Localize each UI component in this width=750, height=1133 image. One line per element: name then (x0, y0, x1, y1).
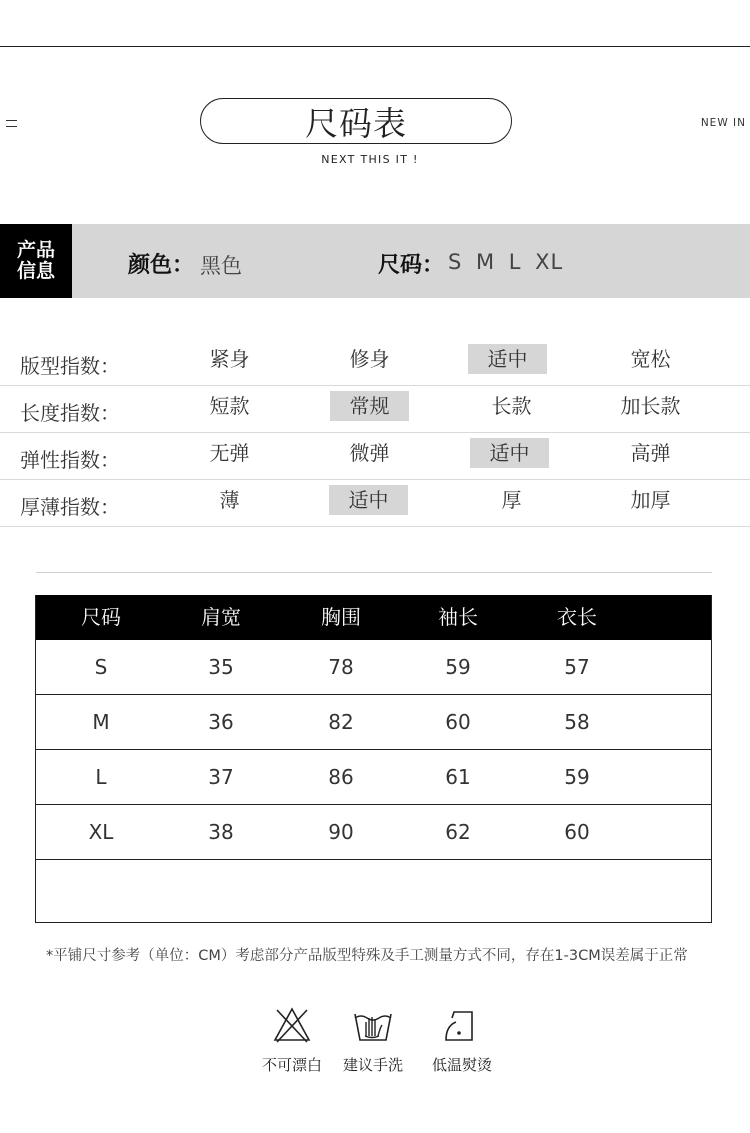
index-label: 长度指数： (20, 401, 120, 425)
section-divider (36, 572, 712, 573)
row-divider (0, 526, 750, 527)
color-label: 颜色： (128, 253, 195, 278)
menu-mark-icon (6, 120, 17, 127)
index-option: 微弹 (349, 441, 390, 465)
table-cell: 36 (208, 710, 234, 734)
no-bleach-icon (272, 1006, 312, 1044)
column-header: 袖长 (438, 605, 478, 629)
table-cell: 57 (564, 655, 590, 679)
index-row-thickness (0, 480, 750, 527)
table-cell: 86 (328, 765, 354, 789)
index-option: 厚 (501, 488, 522, 512)
product-info-band (0, 224, 750, 298)
table-cell: 61 (445, 765, 471, 789)
index-row-fit (0, 339, 750, 386)
table-cell: 62 (445, 820, 471, 844)
index-option: 紧身 (209, 347, 250, 371)
size-values: S M L XL (448, 250, 564, 274)
table-cell: 59 (564, 765, 590, 789)
care-label: 建议手洗 (342, 1056, 403, 1074)
table-cell: XL (88, 820, 114, 844)
product-info-tag-line1: 产品 (16, 239, 55, 261)
size-table (35, 595, 712, 923)
index-option: 加厚 (630, 488, 671, 512)
index-label: 版型指数： (20, 354, 120, 378)
table-row (36, 805, 711, 860)
index-option: 修身 (349, 347, 390, 371)
page-title: 尺码表 (200, 98, 512, 144)
column-header: 衣长 (557, 605, 597, 629)
index-option: 宽松 (630, 347, 671, 371)
index-option-selected: 适中 (329, 485, 408, 515)
table-row (36, 695, 711, 750)
new-in-tag: NEW IN (700, 117, 746, 129)
page-subtitle: NEXT THIS IT ! (321, 153, 419, 166)
index-option-selected: 适中 (468, 344, 547, 374)
column-header: 肩宽 (201, 605, 241, 629)
care-label: 低温熨烫 (431, 1056, 492, 1074)
table-cell: 58 (564, 710, 590, 734)
size-label: 尺码： (378, 253, 445, 278)
table-cell: 38 (208, 820, 234, 844)
hand-wash-icon (352, 1006, 394, 1044)
table-row (36, 750, 711, 805)
care-item-low-iron (417, 1006, 507, 1075)
index-option: 薄 (219, 488, 240, 512)
table-row (36, 640, 711, 695)
column-header: 胸围 (321, 605, 361, 629)
index-row-length (0, 386, 750, 433)
table-cell: 60 (445, 710, 471, 734)
index-option: 无弹 (209, 441, 250, 465)
table-cell: 60 (564, 820, 590, 844)
index-option: 高弹 (630, 441, 671, 465)
table-cell: L (95, 765, 107, 789)
table-cell: M (92, 710, 110, 734)
care-label: 不可漂白 (261, 1056, 322, 1074)
care-item-hand-wash (328, 1006, 418, 1075)
index-option-selected: 常规 (330, 391, 409, 421)
table-cell: 82 (328, 710, 354, 734)
index-label: 厚薄指数： (20, 495, 120, 519)
color-value: 黑色 (200, 254, 242, 278)
table-cell: 59 (445, 655, 471, 679)
index-option: 长款 (491, 394, 532, 418)
product-info-tag-line2: 信息 (16, 260, 55, 282)
index-option: 加长款 (620, 394, 681, 418)
table-header (36, 595, 711, 640)
table-cell: 37 (208, 765, 234, 789)
index-row-elasticity (0, 433, 750, 480)
product-info-tag (0, 224, 72, 298)
top-divider (0, 46, 750, 47)
measurement-note: *平铺尺寸参考（单位：CM）考虑部分产品版型特殊及手工测量方式不同，存在1-3CM误差属于正常 (46, 948, 688, 964)
care-item-no-bleach (247, 1006, 337, 1075)
index-label: 弹性指数： (20, 448, 120, 472)
low-iron-icon (442, 1006, 482, 1044)
index-option-selected: 适中 (470, 438, 549, 468)
table-cell: S (94, 655, 108, 679)
index-option: 短款 (209, 394, 250, 418)
table-cell: 35 (208, 655, 234, 679)
table-cell: 78 (328, 655, 354, 679)
table-cell: 90 (328, 820, 354, 844)
column-header: 尺码 (81, 605, 121, 629)
